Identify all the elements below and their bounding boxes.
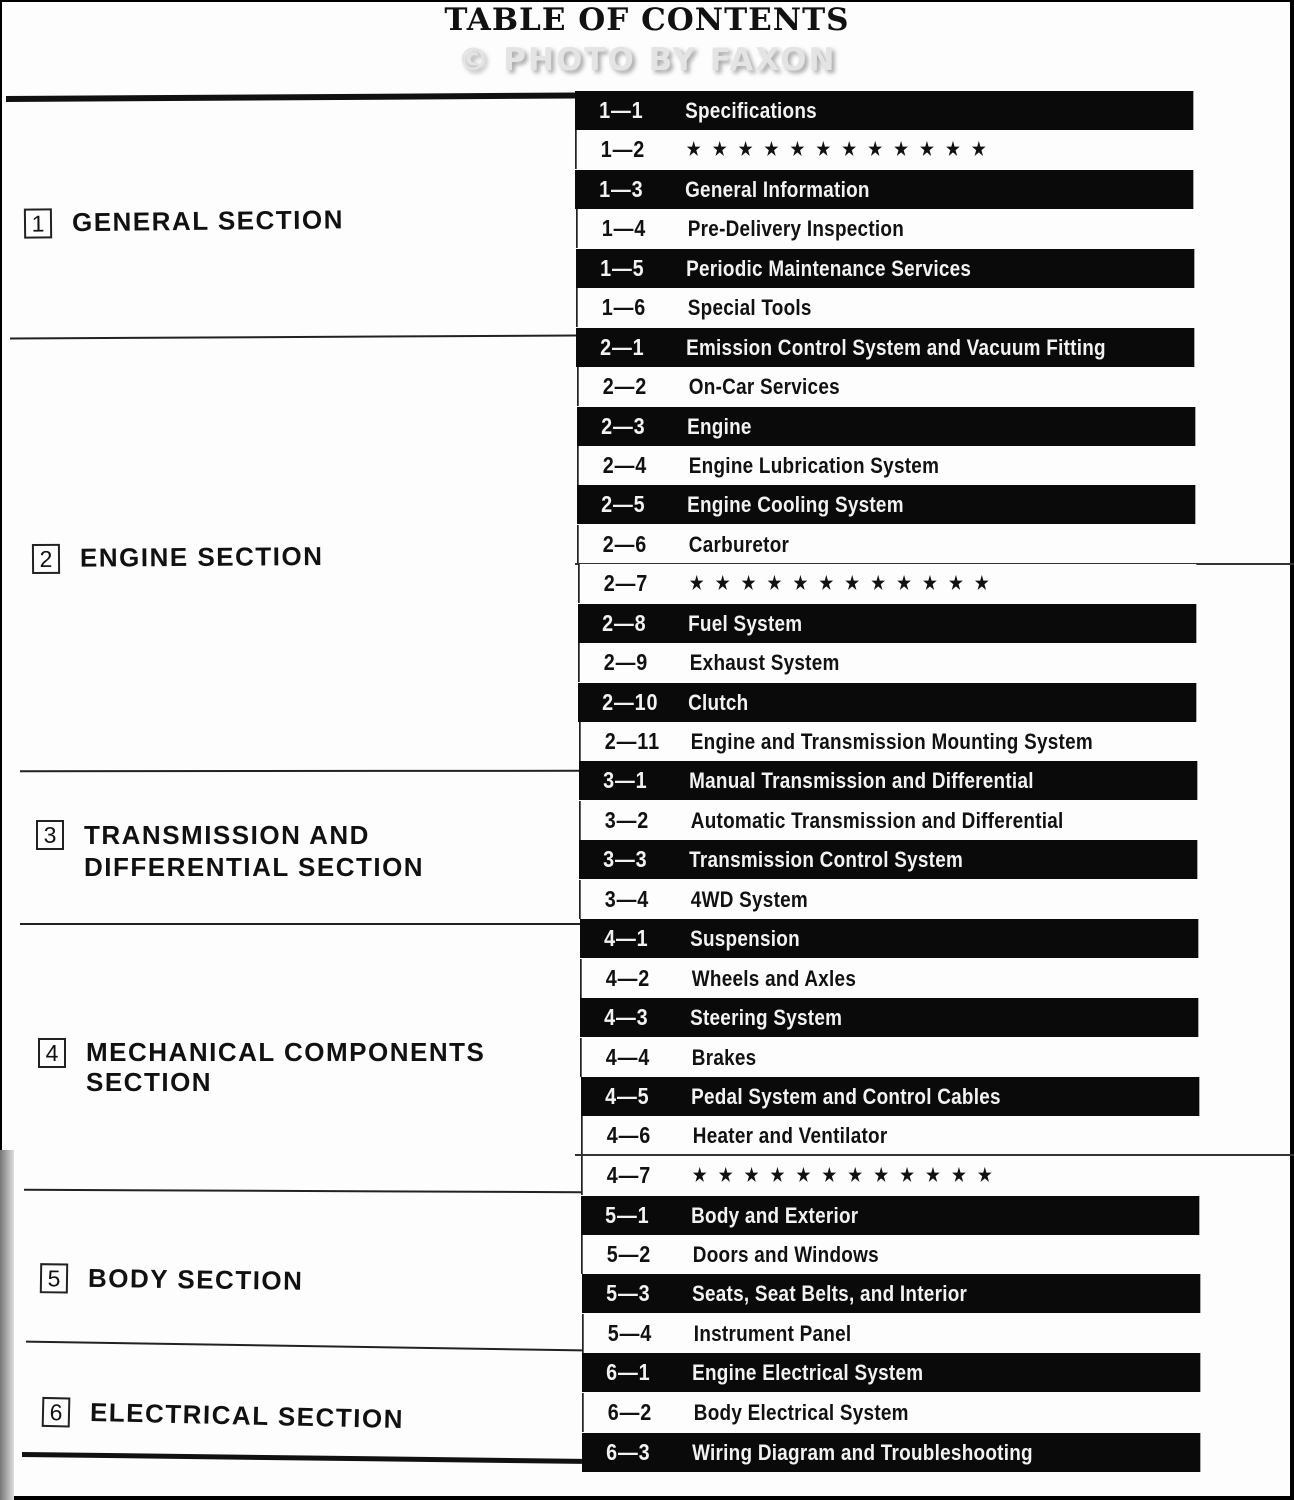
toc-entry[interactable] xyxy=(582,1393,1200,1432)
toc-entry[interactable] xyxy=(575,91,1193,130)
toc-entry-title: Emission Control System and Vacuum Fitting xyxy=(686,334,1106,360)
toc-entry[interactable] xyxy=(577,367,1195,406)
section-body[interactable] xyxy=(40,1262,304,1297)
toc-entry[interactable] xyxy=(577,485,1195,524)
toc-entry[interactable] xyxy=(581,1196,1199,1235)
toc-entry[interactable] xyxy=(581,1156,1199,1195)
toc-entry[interactable] xyxy=(582,1274,1200,1313)
section-label-text: GENERAL SECTION xyxy=(71,204,345,238)
toc-entry[interactable] xyxy=(580,998,1198,1037)
toc-entry-code: 2—10 xyxy=(602,689,659,715)
toc-entry-code: 5—1 xyxy=(605,1202,650,1228)
toc-entry-title: Exhaust System xyxy=(689,649,840,675)
toc-entry-title: Fuel System xyxy=(688,610,803,636)
toc-entry[interactable] xyxy=(575,170,1193,209)
toc-entry-code: 2—5 xyxy=(601,491,646,517)
toc-entry[interactable] xyxy=(580,919,1198,958)
toc-entry-code: 2—11 xyxy=(604,728,660,754)
toc-entry[interactable] xyxy=(575,130,1193,169)
toc-entry-code: 4—4 xyxy=(605,1044,651,1070)
toc-entry[interactable] xyxy=(576,249,1194,288)
toc-entry-code: 6—3 xyxy=(606,1439,651,1465)
toc-entry-code: 4—7 xyxy=(606,1162,652,1188)
toc-entry-code: 2—4 xyxy=(602,452,648,478)
toc-entry-title: Engine Electrical System xyxy=(692,1359,924,1385)
toc-entry-title: Body and Exterior xyxy=(691,1202,859,1228)
toc-entry-code: 4—6 xyxy=(606,1122,652,1148)
toc-entry-title: Transmission Control System xyxy=(689,846,964,872)
toc-entry-title: Engine Lubrication System xyxy=(688,452,940,478)
toc-entry[interactable] xyxy=(581,1235,1199,1274)
toc-entry-code: 3—3 xyxy=(603,846,648,872)
toc-entry[interactable] xyxy=(579,722,1197,761)
toc-entry[interactable] xyxy=(580,1038,1198,1077)
toc-entry-title: Specifications xyxy=(685,97,817,123)
section-mechanical[interactable] xyxy=(38,1037,485,1097)
toc-entry-title: Suspension xyxy=(690,925,800,951)
toc-entry-code: 5—3 xyxy=(606,1280,651,1306)
reserved-entry-stars: ★★★★★★★★★★★★ xyxy=(686,139,998,159)
toc-entry-code: 3—2 xyxy=(604,807,650,833)
section-divider xyxy=(20,923,580,925)
toc-entry-code: 1—2 xyxy=(600,136,646,162)
toc-entry[interactable] xyxy=(576,288,1194,327)
toc-entry[interactable] xyxy=(582,1314,1200,1353)
toc-entry-title: Automatic Transmission and Differential xyxy=(690,807,1064,833)
toc-entry-code: 5—2 xyxy=(606,1241,652,1267)
toc-entry[interactable] xyxy=(579,880,1197,919)
section-label-text: TRANSMISSION AND DIFFERENTIAL SECTION xyxy=(84,820,425,882)
toc-entry-code: 2—9 xyxy=(603,649,649,675)
toc-entry[interactable] xyxy=(577,525,1195,564)
toc-entry-code: 2—7 xyxy=(603,570,649,596)
section-general[interactable] xyxy=(24,204,344,238)
toc-entry-code: 1—1 xyxy=(599,97,644,123)
page-title: TABLE OF CONTENTS xyxy=(444,2,850,38)
section-label-text: BODY SECTION xyxy=(87,1262,304,1296)
toc-entry-title: Carburetor xyxy=(688,531,790,557)
reserved-entry-stars: ★★★★★★★★★★★★ xyxy=(692,1165,1004,1185)
toc-entry-code: 6—2 xyxy=(607,1399,653,1425)
toc-entry-title: Pre-Delivery Inspection xyxy=(687,215,905,241)
toc-entry-code: 2—2 xyxy=(602,373,648,399)
toc-entry-title: Engine Cooling System xyxy=(687,491,904,517)
toc-entry-code: 2—6 xyxy=(602,531,648,557)
toc-entry[interactable] xyxy=(578,683,1196,722)
section-number-box: 3 xyxy=(36,820,64,850)
toc-entry[interactable] xyxy=(582,1433,1200,1472)
toc-entry[interactable] xyxy=(578,564,1196,603)
toc-entry[interactable] xyxy=(576,209,1194,248)
toc-entry-title: Steering System xyxy=(690,1004,843,1030)
toc-entry-title: General Information xyxy=(685,176,870,202)
toc-entry-code: 2—8 xyxy=(602,610,647,636)
toc-entry[interactable] xyxy=(581,1077,1199,1116)
toc-entry-code: 5—4 xyxy=(607,1320,653,1346)
toc-entry-code: 1—6 xyxy=(601,294,647,320)
toc-entry-title: Engine and Transmission Mounting System xyxy=(690,728,1093,754)
toc-entry-title: 4WD System xyxy=(690,886,809,912)
section-number-box: 5 xyxy=(40,1263,68,1293)
section-label-text: ELECTRICAL SECTION xyxy=(89,1396,405,1435)
toc-entry[interactable] xyxy=(578,643,1196,682)
toc-entry-title: Periodic Maintenance Services xyxy=(686,255,972,281)
toc-entry-title: Doors and Windows xyxy=(692,1241,879,1267)
toc-entry-title: Special Tools xyxy=(687,294,812,320)
toc-entry-title: Brakes xyxy=(691,1044,757,1070)
section-number-box: 2 xyxy=(32,544,60,574)
toc-entry-code: 2—1 xyxy=(600,334,645,360)
section-engine[interactable] xyxy=(32,541,324,574)
toc-entry-code: 4—5 xyxy=(605,1083,650,1109)
section-label-text: MECHANICAL COMPONENTS SECTION xyxy=(86,1037,486,1097)
section-number-box: 1 xyxy=(24,208,52,238)
toc-entry-code: 4—1 xyxy=(604,925,649,951)
toc-entry-code: 4—2 xyxy=(605,965,651,991)
toc-entry-code: 3—4 xyxy=(604,886,650,912)
toc-entry-code: 3—1 xyxy=(603,767,648,793)
toc-entry-title: Body Electrical System xyxy=(693,1399,909,1425)
toc-entry[interactable] xyxy=(581,1116,1199,1155)
section-label-text: ENGINE SECTION xyxy=(79,540,324,573)
photo-watermark: © PHOTO BY FAXON xyxy=(457,42,837,78)
toc-entry-title: On-Car Services xyxy=(688,373,840,399)
toc-entry-code: 1—3 xyxy=(599,176,644,202)
toc-entry-code: 1—4 xyxy=(601,215,647,241)
section-number-box: 6 xyxy=(42,1397,71,1428)
toc-entry-code: 1—5 xyxy=(600,255,645,281)
toc-entry-title: Heater and Ventilator xyxy=(692,1122,888,1148)
toc-entry-title: Engine xyxy=(687,413,752,439)
binding-shadow xyxy=(0,1150,14,1500)
toc-entry[interactable] xyxy=(577,446,1195,485)
toc-entry-title: Wheels and Axles xyxy=(691,965,857,991)
toc-entry[interactable] xyxy=(580,959,1198,998)
toc-entry[interactable] xyxy=(582,1353,1200,1392)
toc-entry-code: 6—1 xyxy=(606,1359,651,1385)
toc-entry-title: Clutch xyxy=(688,689,749,715)
toc-entry-title: Seats, Seat Belts, and Interior xyxy=(692,1280,968,1306)
toc-entry[interactable] xyxy=(579,761,1197,800)
toc-entry[interactable] xyxy=(577,407,1195,446)
toc-entry-title: Instrument Panel xyxy=(693,1320,852,1346)
toc-entry-title: Manual Transmission and Differential xyxy=(689,767,1034,793)
reserved-entry-stars: ★★★★★★★★★★★★ xyxy=(689,573,1001,593)
toc-entry-code: 4—3 xyxy=(604,1004,649,1030)
section-transmission[interactable] xyxy=(36,819,424,883)
toc-entry[interactable] xyxy=(578,604,1196,643)
toc-entry-code: 2—3 xyxy=(601,413,646,439)
toc-entry[interactable] xyxy=(579,801,1197,840)
toc-entry-title: Wiring Diagram and Troubleshooting xyxy=(692,1439,1033,1465)
section-number-box: 4 xyxy=(38,1038,66,1068)
toc-entry-title: Pedal System and Control Cables xyxy=(691,1083,1001,1109)
toc-entry[interactable] xyxy=(579,840,1197,879)
toc-entry[interactable] xyxy=(576,328,1194,367)
